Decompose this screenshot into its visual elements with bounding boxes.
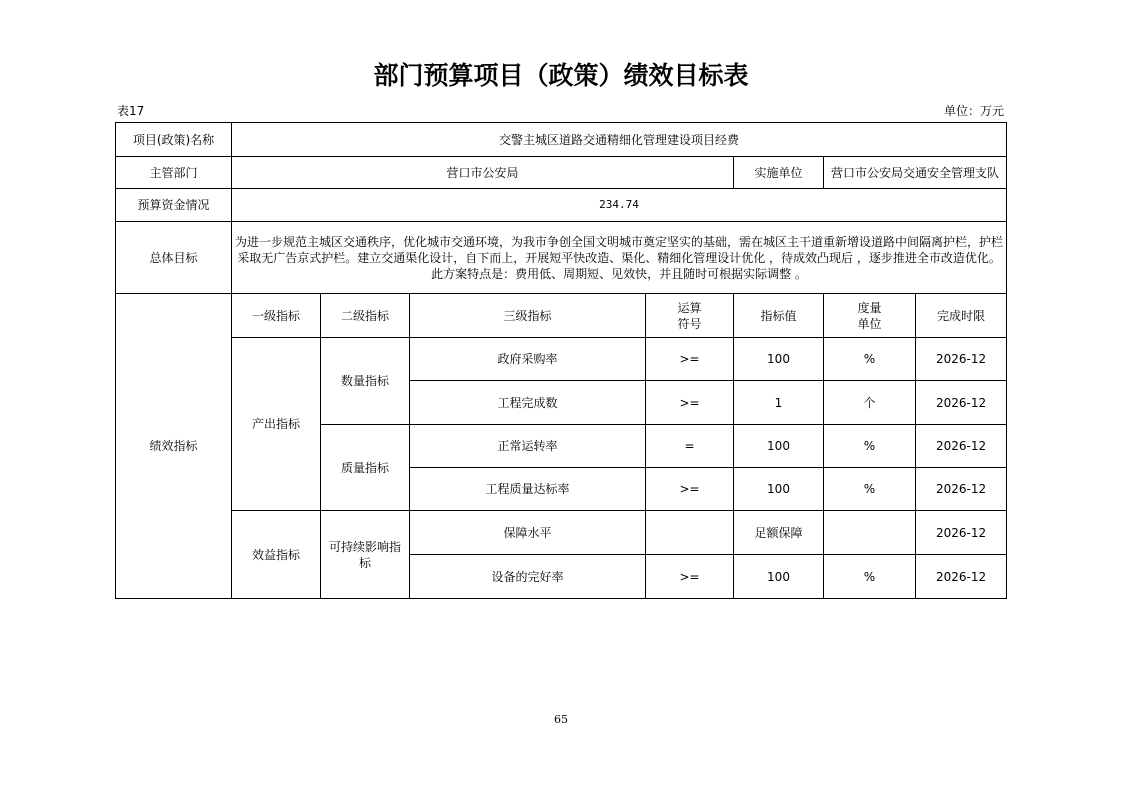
indicator-name: 政府采购率 [410, 338, 646, 381]
goal-label: 总体目标 [116, 222, 232, 294]
indicator-deadline: 2026-12 [916, 555, 1007, 599]
benefit-indicator: 效益指标 [232, 511, 321, 599]
indicator-name: 工程完成数 [410, 381, 646, 425]
page-number: 65 [554, 713, 568, 726]
indicator-value: 1 [734, 381, 824, 425]
indicator-deadline: 2026-12 [916, 425, 1007, 468]
indicator-value: 100 [734, 555, 824, 599]
indicator-deadline: 2026-12 [916, 511, 1007, 555]
indicator-unit: 个 [824, 381, 916, 425]
indicator-unit: % [824, 338, 916, 381]
indicator-operator: >= [646, 338, 734, 381]
project-value: 交警主城区道路交通精细化管理建设项目经费 [232, 123, 1007, 157]
indicator-unit: % [824, 555, 916, 599]
dept-label: 主管部门 [116, 157, 232, 189]
table-row [116, 511, 1007, 555]
header-level2: 二级指标 [321, 294, 410, 338]
goal-text: 为进一步规范主城区交通秩序，优化城市交通环境，为我市争创全国文明城市奠定坚实的基础，需在城区主干道重新增设道路中间隔离护栏，护栏采取无广告京式护栏。建立交通渠化设计，自下而上，开展短平快改造、渠化、精细化管理设计优化 ，待成效凸现后 ，逐步推进全市改造优化。此方案特点是：费用低、周期短、见效快，并且随时可根据实际调整 。 [232, 222, 1007, 294]
indicator-unit: % [824, 468, 916, 511]
budget-value: 234.74 [232, 189, 1007, 222]
indicator-operator: >= [646, 468, 734, 511]
header-level3: 三级指标 [410, 294, 646, 338]
header-unit [824, 294, 916, 338]
indicator-operator: = [646, 425, 734, 468]
indicator-operator: >= [646, 555, 734, 599]
indicator-value: 100 [734, 338, 824, 381]
indicator-value: 100 [734, 425, 824, 468]
output-indicator: 产出指标 [232, 338, 321, 511]
header-operator-line2: 符号 [677, 316, 702, 331]
impl-value: 营口市公安局交通安全管理支队 [824, 157, 1007, 189]
header-value: 指标值 [734, 294, 824, 338]
header-operator-line1: 运算 [677, 300, 702, 315]
dept-value: 营口市公安局 [232, 157, 734, 189]
indicator-name: 保障水平 [410, 511, 646, 555]
header-unit-line2: 单位 [857, 316, 882, 331]
page-title: 部门预算项目（政策）绩效目标表 [373, 61, 749, 90]
perf-header-row [116, 294, 1007, 338]
project-row [116, 123, 1007, 157]
budget-label: 预算资金情况 [116, 189, 232, 222]
indicator-deadline: 2026-12 [916, 338, 1007, 381]
indicator-unit: % [824, 425, 916, 468]
perf-label: 绩效指标 [116, 294, 232, 599]
indicator-value: 100 [734, 468, 824, 511]
quantity-indicator: 数量指标 [321, 338, 410, 425]
header-unit-line1: 度量 [857, 300, 882, 315]
indicator-operator [646, 511, 734, 555]
indicator-name: 正常运转率 [410, 425, 646, 468]
indicator-value: 足额保障 [734, 511, 824, 555]
unit-label: 单位：万元 [943, 104, 1004, 118]
goal-row [116, 222, 1007, 294]
indicator-name: 设备的完好率 [410, 555, 646, 599]
impl-label: 实施单位 [734, 157, 824, 189]
indicator-operator: >= [646, 381, 734, 425]
indicator-deadline: 2026-12 [916, 381, 1007, 425]
dept-row [116, 157, 1007, 189]
sustainability-indicator: 可持续影响指标 [321, 511, 410, 599]
header-level1: 一级指标 [232, 294, 321, 338]
indicator-deadline: 2026-12 [916, 468, 1007, 511]
indicator-unit [824, 511, 916, 555]
table-number: 表17 [117, 104, 145, 118]
indicator-name: 工程质量达标率 [410, 468, 646, 511]
header-operator [646, 294, 734, 338]
budget-row [116, 189, 1007, 222]
project-label: 项目(政策)名称 [116, 123, 232, 157]
header-deadline: 完成时限 [916, 294, 1007, 338]
performance-target-table [115, 122, 1007, 599]
table-row [116, 338, 1007, 381]
quality-indicator: 质量指标 [321, 425, 410, 511]
